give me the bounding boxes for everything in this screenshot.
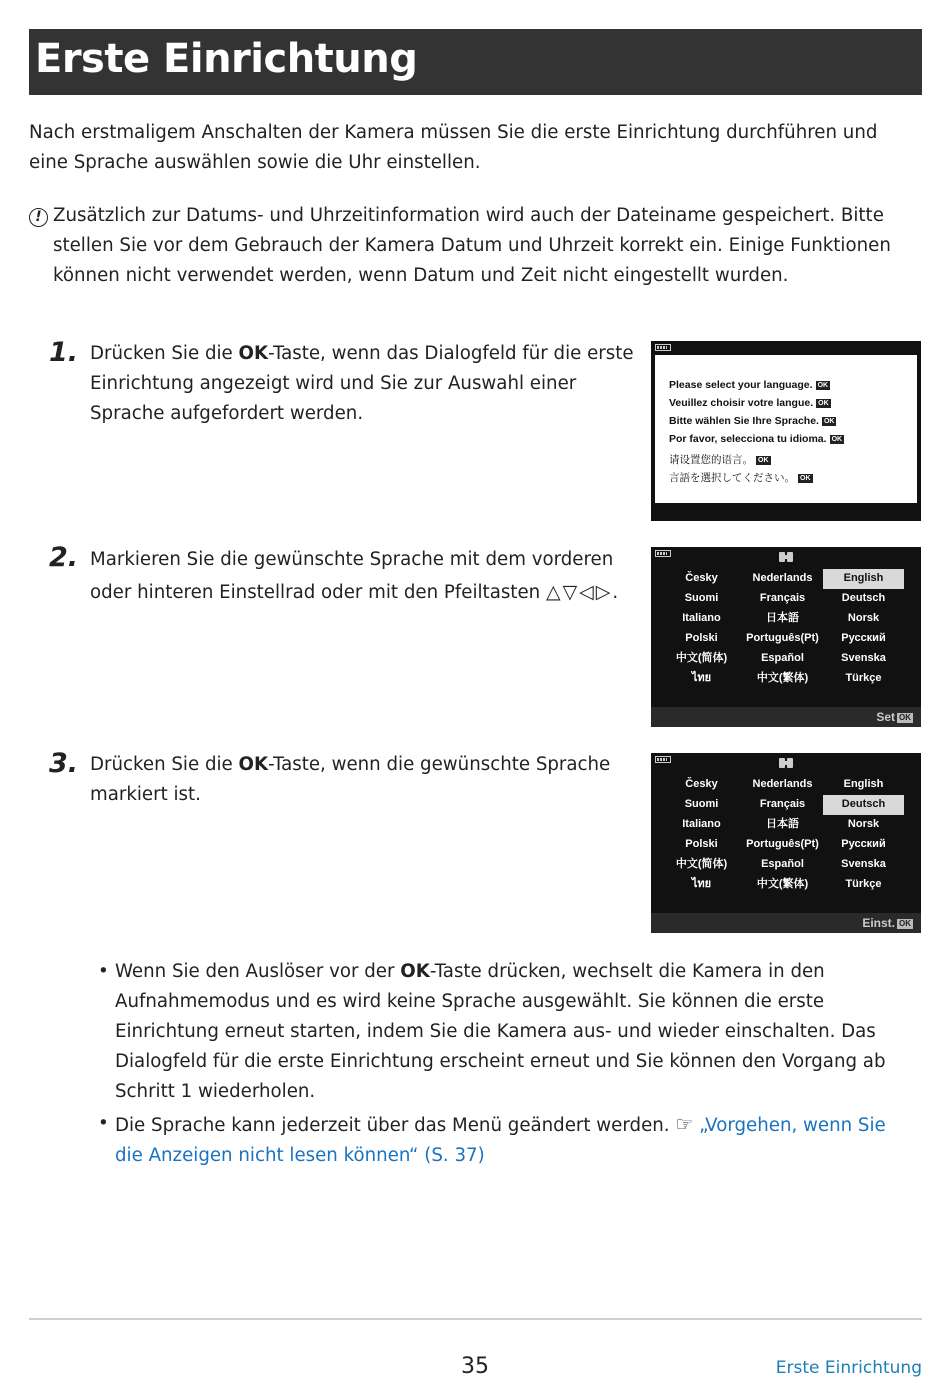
caution-note (29, 201, 914, 291)
language-option[interactable]: Deutsch (841, 592, 886, 604)
language-icon (778, 551, 794, 563)
language-option[interactable]: Español (761, 858, 804, 870)
language-option[interactable]: 中文(简体) (675, 858, 728, 870)
page-number: 35 (461, 1354, 489, 1379)
language-option[interactable]: Česky (685, 778, 718, 790)
language-icon (778, 757, 794, 769)
language-prompt: Veuillez choisir votre langue. OK (669, 397, 829, 409)
language-option[interactable]: Türkçe (845, 878, 882, 890)
language-prompt: 请设置您的语言。 OK (669, 454, 769, 466)
language-option[interactable]: Polski (685, 632, 718, 644)
language-option[interactable]: Norsk (847, 612, 880, 624)
set-button[interactable]: Einst. OK (862, 916, 911, 930)
ok-button-label: OK (238, 754, 269, 775)
language-option[interactable]: Русский (841, 838, 886, 850)
language-prompt-panel (655, 355, 917, 503)
language-option[interactable]: 中文(繁体) (756, 672, 809, 684)
language-option[interactable]: Suomi (684, 798, 719, 810)
intro-paragraph: Nach erstmaligem Anschalten der Kamera müssen Sie die erste Einrichtung durchführen und eine Sprache auswählen sowie die Uhr einstellen. (29, 122, 878, 173)
language-option[interactable]: Türkçe (845, 672, 882, 684)
language-option[interactable]: Svenska (841, 858, 886, 870)
language-grid (661, 775, 913, 895)
language-option[interactable]: English (843, 778, 884, 790)
ok-button-label: OK (238, 343, 269, 364)
step-3-text: Drücken Sie die OK-Taste, wenn die gewünschte Sprache markiert ist. (90, 754, 611, 805)
arrow-keys-icon: △▽◁▷ (545, 581, 613, 603)
language-prompt: 言語を選択してください。 OK (669, 472, 811, 484)
language-option[interactable]: Norsk (847, 818, 880, 830)
page-title: Erste Einrichtung (35, 36, 418, 82)
language-grid (661, 569, 913, 689)
caution-icon: ! (29, 208, 48, 227)
step-2-number: 2. (49, 542, 79, 573)
language-option[interactable]: 中文(简体) (675, 652, 728, 664)
language-prompt: Please select your language. OK (669, 379, 829, 391)
language-option[interactable]: Česky (685, 572, 718, 584)
pointing-hand-icon: ☞ (675, 1112, 694, 1136)
language-option[interactable]: Svenska (841, 652, 886, 664)
battery-icon (655, 756, 671, 763)
camera-screen-language-select (651, 547, 921, 727)
language-option[interactable]: Français (759, 798, 806, 810)
language-option[interactable]: 中文(繁体) (756, 878, 809, 890)
language-option[interactable]: Português(Pt) (746, 838, 819, 850)
list-item: • Wenn Sie den Auslöser vor der OK-Taste drücken, wechselt die Kamera in den Aufnahmemodus und es wird keine Sprache ausgewählt. Sie können die erste Einrichtung erneut starten, indem Sie die Kamera aus- und wieder einschalten. Das Dialogfeld für die erste Einrichtung erscheint erneut und Sie können den Vorgang ab Schritt 1 wiederholen. (98, 961, 886, 1102)
language-option[interactable]: Italiano (682, 612, 721, 624)
language-option[interactable]: Nederlands (752, 572, 813, 584)
caution-text: Zusätzlich zur Datums- und Uhrzeitinformation wird auch der Dateiname gespeichert. Bitte stellen Sie vor dem Gebrauch der Kamera Datum und Uhrzeit korrekt ein. Einige Funktionen können nicht verwendet werden, wenn Datum und Zeit nicht eingestellt wurden. (53, 205, 891, 286)
camera-screen-language-prompt (651, 341, 921, 521)
language-option[interactable]: Português(Pt) (746, 632, 819, 644)
language-prompt: Bitte wählen Sie Ihre Sprache. OK (669, 415, 835, 427)
language-option[interactable]: Français (759, 592, 806, 604)
battery-icon (655, 344, 671, 351)
list-item: • Die Sprache kann jederzeit über das Menü geändert werden. ☞ „Vorgehen, wenn Sie die Anzeigen nicht lesen können“ (S. 37) (98, 1112, 886, 1166)
language-option[interactable]: Русский (841, 632, 886, 644)
camera-screen-language-confirm (651, 753, 921, 933)
step-1-number: 1. (49, 337, 79, 368)
language-option[interactable]: 日本語 (766, 612, 799, 624)
language-option[interactable]: ไทย (691, 672, 712, 684)
battery-icon (655, 550, 671, 557)
step-1-text: Drücken Sie die OK-Taste, wenn das Dialogfeld für die erste Einrichtung angezeigt wird und Sie zur Auswahl einer Sprache aufgefordert werden. (90, 343, 634, 424)
title-bar (29, 29, 922, 95)
language-option-selected[interactable]: English (823, 569, 904, 589)
footer-divider (29, 1318, 922, 1320)
ok-button-label: OK (400, 961, 430, 982)
language-option[interactable]: ไทย (691, 878, 712, 890)
step-2-text: Markieren Sie die gewünschte Sprache mit dem vorderen oder hinteren Einstellrad oder mit den Pfeiltasten △▽◁▷. (90, 549, 619, 603)
notes-list (98, 957, 910, 1171)
language-option[interactable]: Nederlands (752, 778, 813, 790)
language-option[interactable]: Español (761, 652, 804, 664)
language-option[interactable]: 日本語 (766, 818, 799, 830)
language-option[interactable]: Suomi (684, 592, 719, 604)
language-prompt: Por favor, selecciona tu idioma. OK (669, 433, 843, 445)
set-button[interactable]: Set OK (876, 710, 911, 724)
footer-section-link[interactable]: Erste Einrichtung (775, 1358, 922, 1378)
language-option[interactable]: Italiano (682, 818, 721, 830)
language-option[interactable]: Polski (685, 838, 718, 850)
step-3-number: 3. (49, 748, 79, 779)
language-option-selected[interactable]: Deutsch (823, 795, 904, 815)
cross-reference-link[interactable]: „Vorgehen, wenn Sie die Anzeigen nicht lesen können“ (S. 37) (115, 1115, 886, 1166)
